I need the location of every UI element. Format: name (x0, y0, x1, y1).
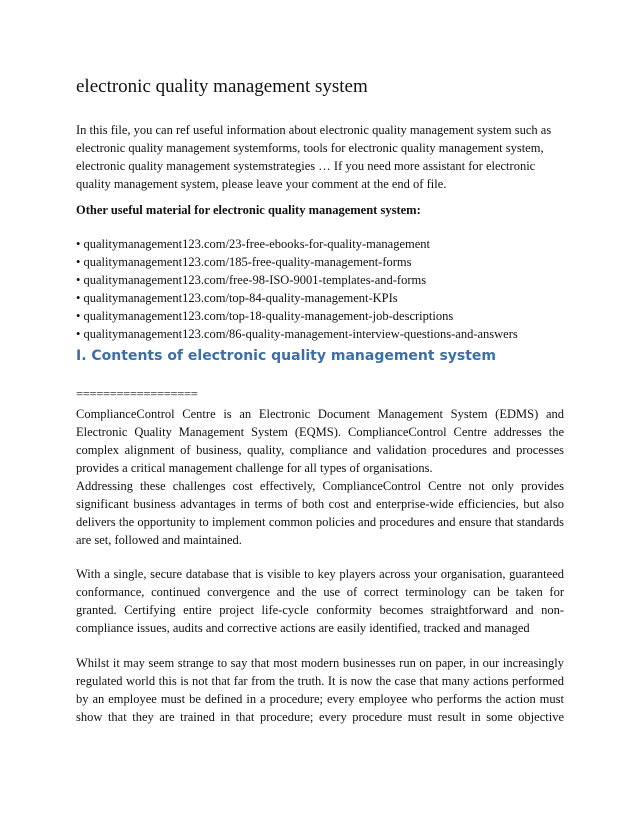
other-material-heading-text: Other useful material for electronic quality management system: (76, 203, 421, 217)
links-list (76, 235, 564, 343)
other-material-heading (76, 201, 564, 219)
paragraph-line: Addressing these challenges cost effectively, ComplianceControl Centre not only provides (76, 479, 564, 493)
paragraph-line: Whilst it may seem strange to say that most modern businesses run on paper, in our increasingly (76, 656, 564, 670)
link-item[interactable]: • qualitymanagement123.com/top-84-quality-management-KPIs (76, 291, 398, 305)
paragraph-line: granted. Certifying entire project life-cycle conformity becomes straightforward and non- (76, 603, 564, 617)
document-title: electronic quality management system (76, 76, 368, 97)
paragraph-line: provides a critical management challenge for all types of organisations. (76, 461, 433, 475)
paragraph-line: conformance, continued convergence and the use of correct terminology can be taken for (76, 585, 564, 599)
link-item[interactable]: • qualitymanagement123.com/185-free-quality-management-forms (76, 255, 412, 269)
link-item[interactable]: • qualitymanagement123.com/86-quality-management-interview-questions-and-answers (76, 327, 518, 341)
intro-paragraph (76, 121, 564, 193)
paragraph-line: Electronic Quality Management System (EQMS). ComplianceControl Centre addresses the (76, 425, 564, 439)
paragraph-line: With a single, secure database that is visible to key players across your organisation, guaranteed (76, 567, 564, 581)
intro-line: In this file, you can ref useful information about electronic quality management system such as (76, 123, 552, 137)
intro-line: quality management system, please leave your comment at the end of file. (76, 177, 447, 191)
section-heading: I. Contents of electronic quality management system (76, 348, 497, 364)
body-paragraph-2 (76, 565, 564, 637)
link-item[interactable]: • qualitymanagement123.com/top-18-quality-management-job-descriptions (76, 309, 454, 323)
paragraph-line: by an employee must be defined in a procedure; every employee who performs the action must (76, 692, 564, 706)
paragraph-line: significant business advantages in terms of both cost and enterprise-wide efficiencies, but also (76, 497, 564, 511)
paragraph-line: regulated world this is not that far from the truth. It is now the case that many actions performed (76, 674, 564, 688)
paragraph-line: ComplianceControl Centre is an Electronic Document Management System (EDMS) and (76, 407, 564, 421)
link-item[interactable]: • qualitymanagement123.com/free-98-ISO-9001-templates-and-forms (76, 273, 427, 287)
body-paragraph-3 (76, 654, 564, 726)
body-paragraph-1 (76, 405, 564, 549)
paragraph-line: show that they are trained in that procedure; every procedure must result in some objective (76, 710, 564, 724)
intro-line: electronic quality management systemstrategies … If you need more assistant for electronic (76, 159, 536, 173)
paragraph-line: compliance issues, audits and corrective actions are easily identified, tracked and managed (76, 621, 530, 635)
paragraph-line: are set, followed and maintained. (76, 533, 242, 547)
separator-line: ================== (76, 387, 198, 401)
link-item[interactable]: • qualitymanagement123.com/23-free-ebooks-for-quality-management (76, 237, 430, 251)
paragraph-line: complex alignment of business, quality, compliance and validation procedures and processes (76, 443, 564, 457)
paragraph-line: delivers the opportunity to implement common policies and procedures and ensure that standards (76, 515, 564, 529)
intro-line: electronic quality management systemforms, tools for electronic quality management system, (76, 141, 544, 155)
